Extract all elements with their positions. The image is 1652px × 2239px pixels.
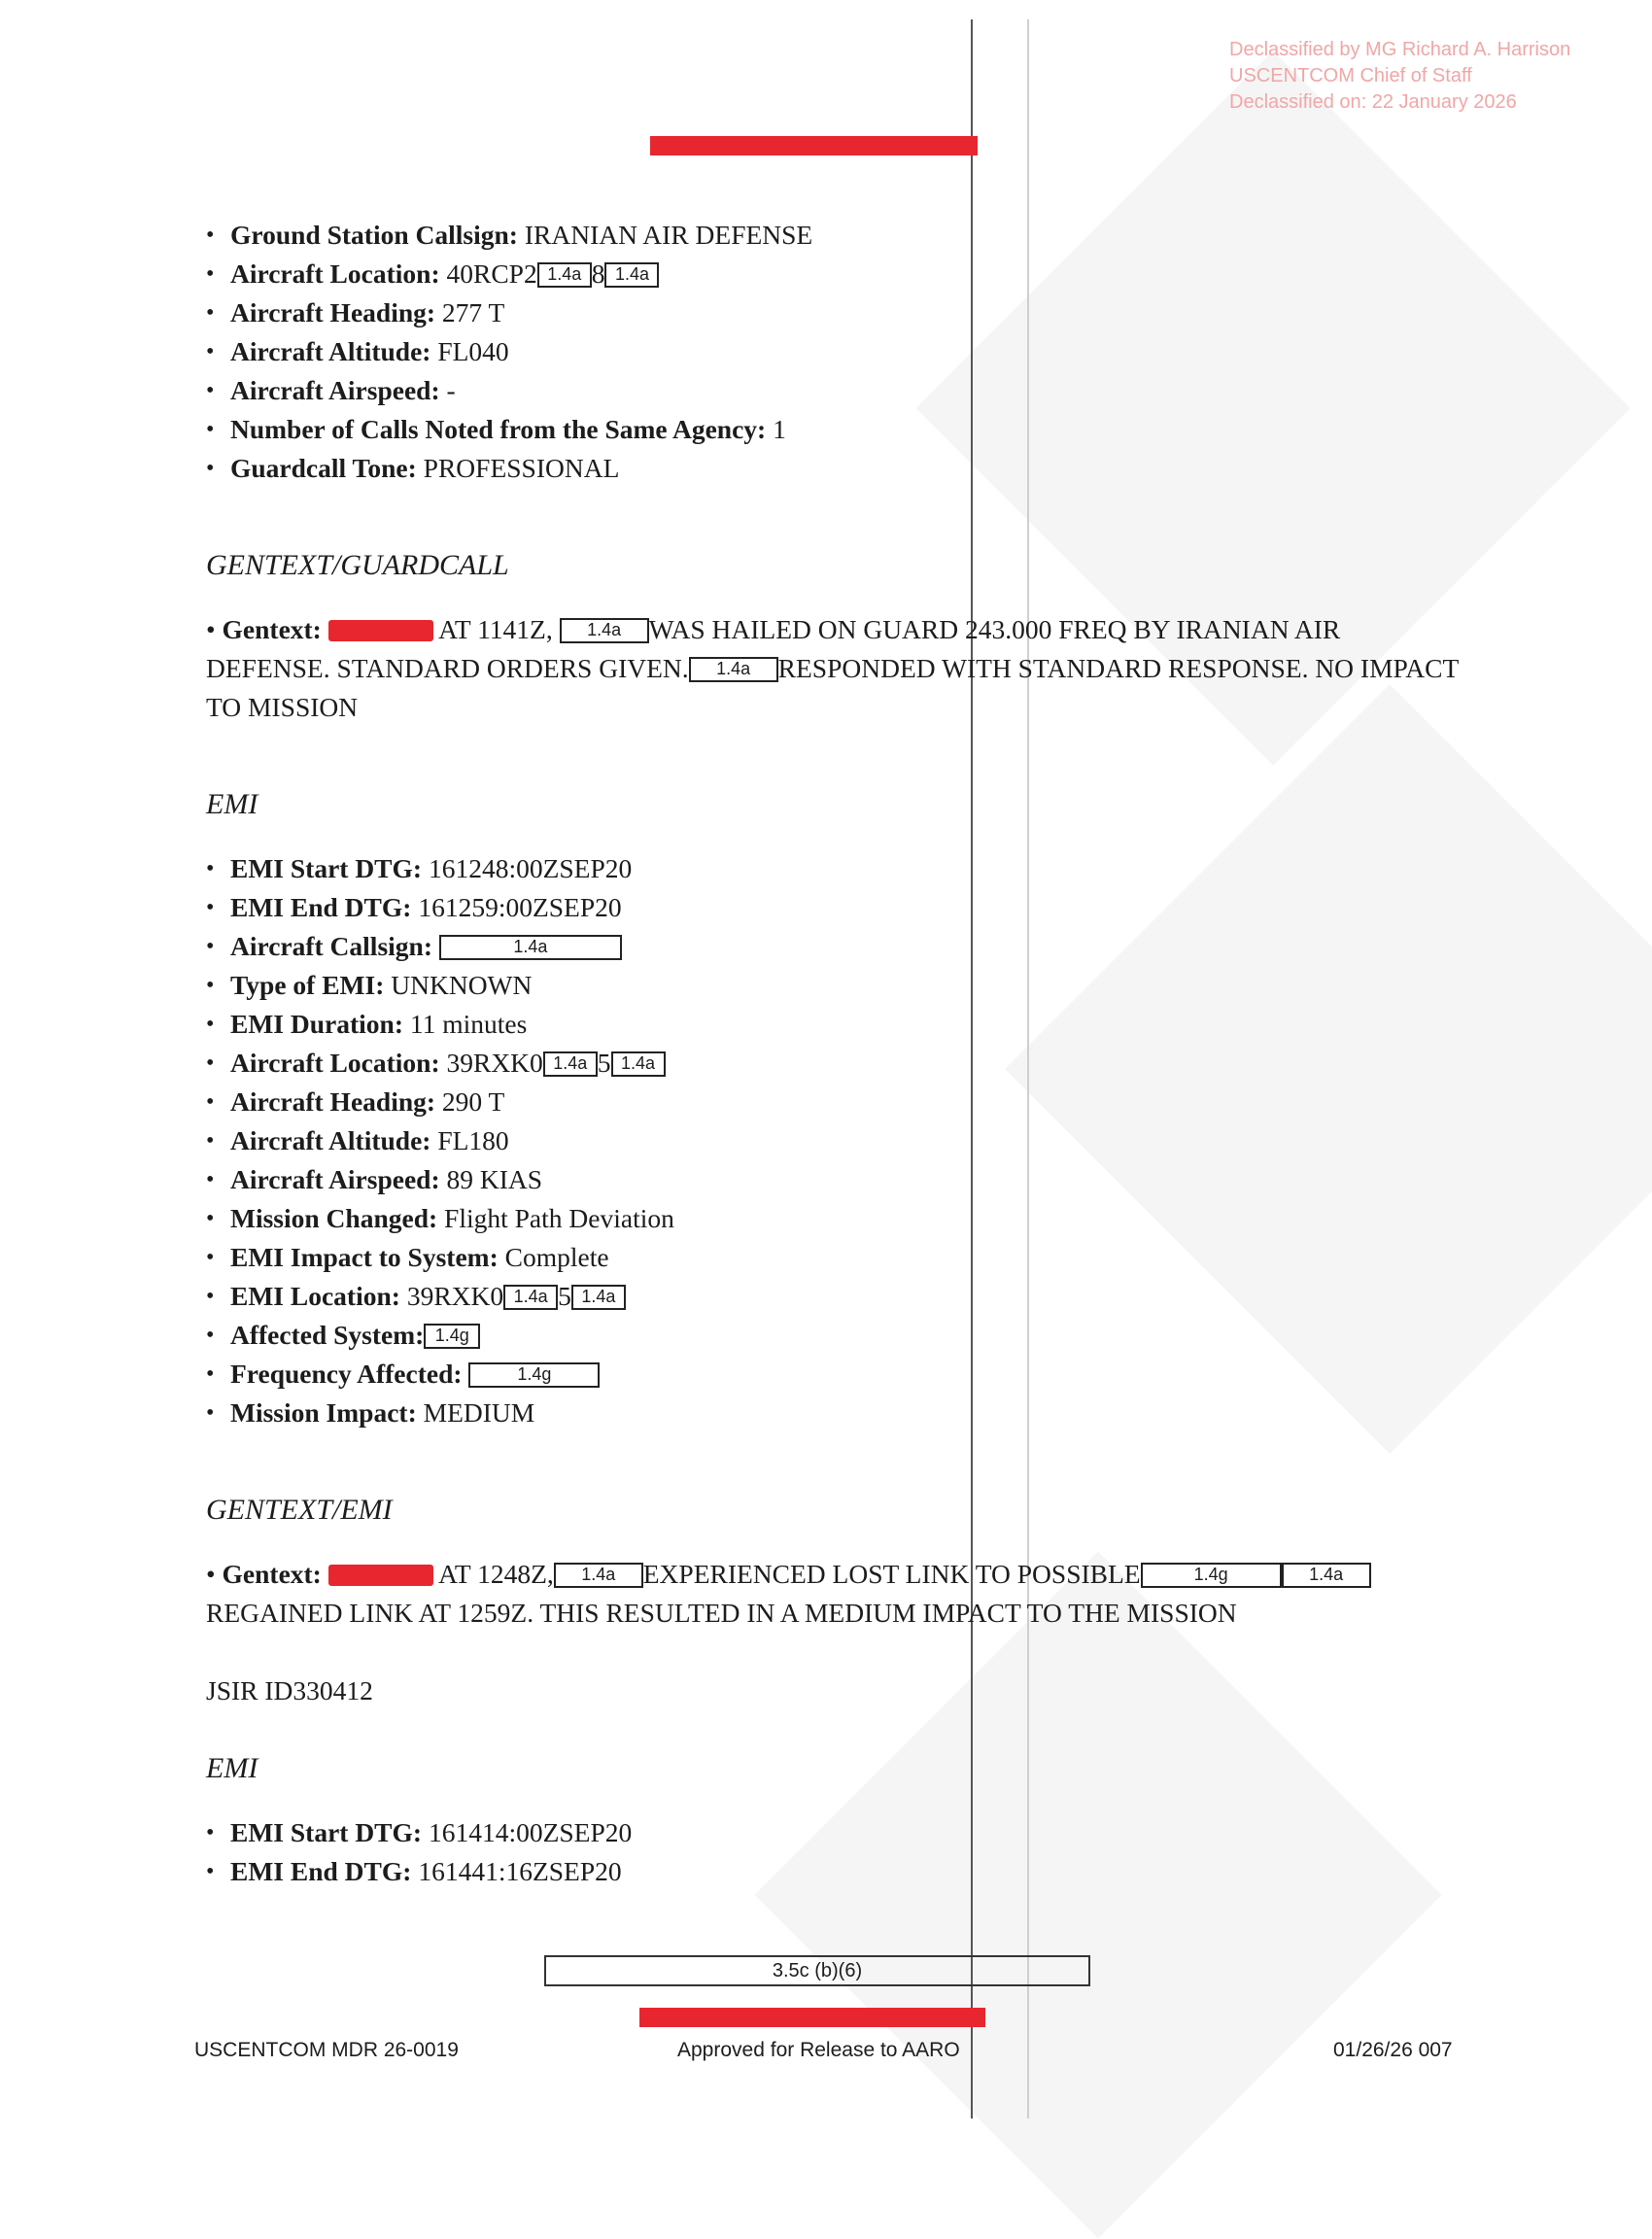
emi1-list [206, 849, 1469, 1432]
list-item: • EMI Start DTG: 161248:00ZSEP20 [206, 849, 1469, 888]
footer-release-note: Approved for Release to AARO [677, 2039, 960, 2061]
list-item: • Aircraft Location: 39RXK0 1.4a 5 1.4a [206, 1044, 1469, 1083]
classification-redaction-bar [639, 2008, 985, 2027]
redaction-box: 1.4a [503, 1285, 558, 1310]
declassification-stamp [1229, 37, 1637, 116]
list-item: • EMI Duration: 11 minutes [206, 1005, 1469, 1044]
redaction-box: 1.4a [604, 262, 659, 288]
list-item: • Ground Station Callsign: IRANIAN AIR DEFENSE [206, 216, 1469, 255]
list-item: • Aircraft Altitude: FL040 [206, 332, 1469, 371]
redaction-box: 1.4a [1282, 1563, 1371, 1588]
list-item: • EMI Impact to System: Complete [206, 1238, 1469, 1277]
list-item: • Mission Impact: MEDIUM [206, 1394, 1469, 1432]
section-heading: EMI [206, 788, 258, 820]
redaction-box: 1.4a [537, 262, 592, 288]
emi2-list [206, 1813, 1469, 1891]
list-item: • Aircraft Callsign: 1.4a [206, 927, 1469, 966]
list-item: • EMI End DTG: 161259:00ZSEP20 [206, 888, 1469, 927]
list-item: • Number of Calls Noted from the Same Agency: 1 [206, 410, 1469, 449]
document-body [206, 216, 1469, 1891]
gentext-paragraph: • Gentext: AT 1141Z, 1.4a WAS HAILED ON GUARD 243.000 FREQ BY IRANIAN AIR DEFENSE. STANDARD ORDERS GIVEN. 1.4a RESPONDED WITH STANDARD RESPONSE. NO IMPACT TO MISSION [206, 614, 1459, 722]
list-item: • Mission Changed: Flight Path Deviation [206, 1199, 1469, 1238]
redaction-box: 1.4a [689, 657, 778, 682]
red-redaction-mark [328, 620, 433, 641]
gentext-paragraph: • Gentext: AT 1248Z, 1.4a EXPERIENCED LOST LINK TO POSSIBLE 1.4g 1.4a REGAINED LINK AT 1259Z. THIS RESULTED IN A MEDIUM IMPACT TO THE MISSION [206, 1555, 1469, 1633]
declassification-line: USCENTCOM Chief of Staff [1229, 65, 1472, 86]
section1-list [206, 216, 1469, 488]
list-item: • Aircraft Airspeed: - [206, 371, 1469, 410]
classification-redaction-bar [650, 136, 978, 155]
list-item: • Frequency Affected: 1.4g [206, 1355, 1469, 1394]
list-item: • Aircraft Airspeed: 89 KIAS [206, 1160, 1469, 1199]
footer-document-id: USCENTCOM MDR 26-0019 [194, 2039, 459, 2061]
list-item: • Aircraft Heading: 277 T [206, 293, 1469, 332]
section-heading: GENTEXT/EMI [206, 1494, 393, 1526]
section-heading: EMI [206, 1752, 258, 1784]
redaction-box: 1.4g [1141, 1563, 1282, 1588]
list-item: • Aircraft Altitude: FL180 [206, 1121, 1469, 1160]
redaction-box: 1.4g [424, 1324, 480, 1349]
declassification-line: Declassified on: 22 January 2026 [1229, 91, 1517, 113]
red-redaction-mark [328, 1565, 433, 1586]
jsir-id: JSIR ID330412 [206, 1675, 373, 1705]
redaction-box-footer: 3.5c (b)(6) [544, 1955, 1090, 1986]
section-heading: GENTEXT/GUARDCALL [206, 549, 509, 581]
redaction-box: 1.4a [571, 1285, 626, 1310]
footer-date-code: 01/26/26 007 [1333, 2039, 1453, 2061]
redaction-box: 1.4a [439, 935, 622, 960]
list-item: • EMI Start DTG: 161414:00ZSEP20 [206, 1813, 1469, 1852]
list-item: • Guardcall Tone: PROFESSIONAL [206, 449, 1469, 488]
list-item: • EMI End DTG: 161441:16ZSEP20 [206, 1852, 1469, 1891]
redaction-box: 1.4a [543, 1051, 598, 1077]
list-item: • Aircraft Heading: 290 T [206, 1083, 1469, 1121]
list-item: • Aircraft Location: 40RCP2 1.4a 8 1.4a [206, 255, 1469, 293]
list-item: • Type of EMI: UNKNOWN [206, 966, 1469, 1005]
redaction-box: 1.4a [554, 1563, 643, 1588]
list-item: • EMI Location: 39RXK0 1.4a 5 1.4a [206, 1277, 1469, 1316]
redaction-box: 1.4a [560, 618, 649, 643]
list-item: • Affected System: 1.4g [206, 1316, 1469, 1355]
declassification-line: Declassified by MG Richard A. Harrison [1229, 39, 1571, 60]
redaction-box: 1.4g [468, 1362, 600, 1388]
redaction-box: 1.4a [611, 1051, 666, 1077]
